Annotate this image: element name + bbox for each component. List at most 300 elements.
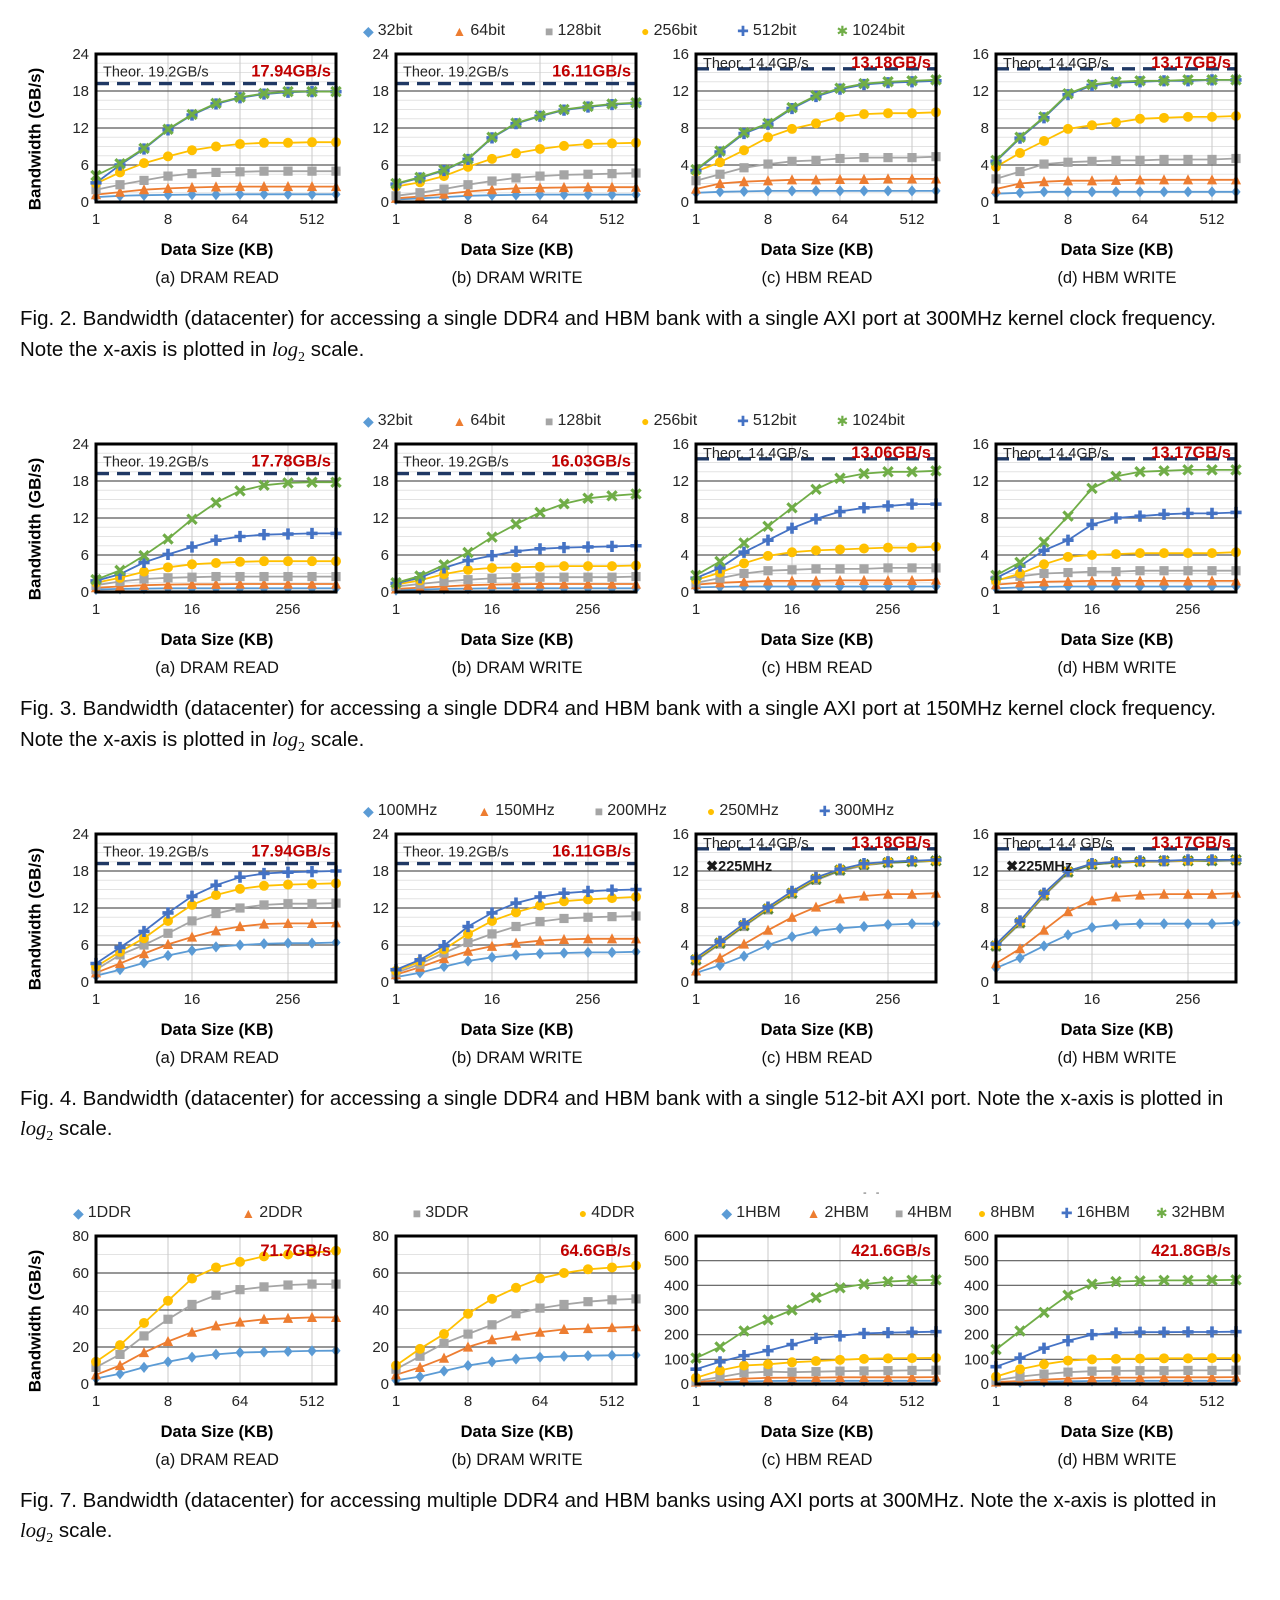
x-tick-label: 8 (163, 1392, 173, 1410)
caption-math-sub: 2 (298, 349, 306, 365)
y-tick-label: 12 (72, 509, 89, 527)
plots-row-fig3 (18, 436, 1280, 678)
legend-item-32HBM (1156, 1204, 1225, 1222)
y-tick-label: 6 (80, 936, 89, 954)
legend-label: 128bit (557, 411, 602, 429)
caption-tail: scale. (53, 1519, 113, 1543)
legend-item-1HBM (721, 1204, 780, 1222)
panel-subcaption: (a) DRAM READ (155, 1450, 279, 1469)
x-tick-label: 8 (163, 211, 173, 228)
panel-subcaption: (d) HBM WRITE (1057, 1450, 1177, 1469)
x-axis-label: Data Size (KB) (760, 630, 874, 649)
diamond-marker-icon: ◆ (363, 23, 374, 39)
x-tick-label: 16 (483, 990, 501, 1008)
chart-panel (952, 436, 1252, 678)
legend-item-256bit (641, 22, 697, 40)
legend-label: 2DDR (259, 1203, 303, 1221)
legend-label: 64bit (470, 22, 506, 39)
theor-label: Theor. 19.2GB/s (103, 454, 209, 471)
x-tick-label: 16 (1083, 600, 1101, 618)
peak-value-label: 13.06GB/s (851, 443, 931, 462)
x-tick-label: 512 (299, 211, 325, 228)
x-tick-label: 16 (783, 600, 801, 618)
legend-label: 4HBM (907, 1203, 952, 1221)
y-tick-label: 80 (372, 1227, 389, 1245)
x-tick-label: 64 (831, 1392, 849, 1410)
chart-canvas (652, 46, 952, 234)
chart-canvas (952, 1228, 1252, 1416)
y-tick-label: 16 (972, 825, 989, 843)
y-tick-label: 12 (72, 899, 89, 917)
circle-marker-icon: ● (977, 1204, 987, 1221)
series-markers-32HBM (691, 1275, 940, 1362)
y-tick-label: 6 (380, 157, 389, 174)
y-tick-label: 100 (663, 1350, 689, 1368)
x-tick-label: 512 (1199, 211, 1225, 228)
triangle-marker-icon: ▲ (452, 412, 467, 429)
x-tick-label: 1 (91, 1392, 101, 1410)
x-tick-label: 64 (1131, 211, 1149, 228)
x-tick-label: 64 (531, 211, 549, 228)
panel-subcaption: (a) DRAM READ (155, 1048, 279, 1067)
legend-item-128bit (545, 412, 601, 430)
legend-group (73, 1204, 635, 1222)
x-axis-label: Data Size (KB) (460, 630, 574, 649)
x-axis-label: Data Size (KB) (160, 241, 274, 259)
y-tick-label: 12 (672, 472, 689, 490)
circle-marker-icon: ● (706, 802, 716, 819)
panel-subcaption: (b) DRAM WRITE (451, 1048, 583, 1067)
y-tick-label: 100 (963, 1350, 989, 1368)
figure-caption-fig4 (20, 1084, 1255, 1148)
chart-canvas (352, 826, 652, 1014)
y-tick-label: 200 (963, 1326, 989, 1344)
theor-label: Theor. 14.4GB/s (703, 835, 809, 852)
x-tick-label: 1 (991, 990, 1001, 1008)
legend-item-512bit (737, 22, 796, 40)
x-axis-label: Data Size (KB) (460, 241, 574, 259)
peak-value-label: 16.03GB/s (551, 452, 631, 471)
chart-panel (952, 46, 1252, 288)
x-tick-label: 256 (575, 600, 601, 618)
legend-label: 1HBM (736, 1203, 781, 1221)
panels-fig2 (52, 46, 1252, 288)
x-axis-label: Data Size (KB) (1060, 1020, 1174, 1039)
peak-value-label: 13.17GB/s (1151, 54, 1231, 72)
caption-tail: scale. (53, 1117, 113, 1141)
legend-item-1DDR (73, 1204, 131, 1222)
y-tick-label: 0 (80, 583, 89, 601)
y-tick-label: 0 (80, 973, 89, 991)
chart-panel (652, 436, 952, 678)
y-tick-label: 0 (680, 1375, 689, 1393)
theor-label: Theor. 14.4GB/s (1003, 445, 1109, 462)
legend-group (363, 22, 905, 40)
y-axis-label: Bandwidth (GB/s) (25, 847, 45, 990)
legend-item-1024bit (837, 22, 905, 40)
x-tick-label: 256 (1175, 990, 1201, 1008)
y-tick-label: 4 (680, 936, 689, 954)
legend-item-2DDR (241, 1204, 302, 1222)
x-tick-label: 1 (991, 211, 1001, 228)
y-tick-label: 6 (80, 157, 89, 174)
series-line-32HBM (996, 1279, 1236, 1349)
y-tick-label: 40 (72, 1301, 89, 1319)
y-tick-label: 12 (372, 899, 389, 917)
x-tick-label: 8 (763, 211, 773, 228)
x-tick-label: 1 (91, 211, 101, 228)
y-tick-label: 300 (663, 1301, 689, 1319)
y-tick-label: 18 (372, 862, 389, 880)
x-tick-label: 1 (391, 211, 401, 228)
x-axis-label: Data Size (KB) (760, 1422, 874, 1441)
chart-canvas (52, 1228, 352, 1416)
frequency-annotation: ✖225MHz (706, 858, 773, 875)
y-tick-label: 0 (680, 194, 689, 211)
peak-value-label: 17.78GB/s (251, 452, 331, 471)
series-markers-16HBM (990, 1326, 1241, 1372)
x-axis-label: Data Size (KB) (460, 1020, 574, 1039)
triangle-marker-icon: ▲ (452, 23, 467, 39)
y-tick-label: 0 (680, 583, 689, 601)
y-tick-label: 0 (980, 583, 989, 601)
chart-panel (652, 46, 952, 288)
y-tick-label: 18 (372, 472, 389, 490)
x-tick-label: 64 (531, 1392, 549, 1410)
panel-subcaption: (b) DRAM WRITE (451, 1450, 583, 1469)
x-tick-label: 256 (275, 600, 301, 618)
x-tick-label: 16 (183, 600, 201, 618)
theor-label: Theor. 14.4GB/s (1003, 56, 1109, 72)
y-axis-label-column (18, 826, 52, 1012)
y-axis-label: Bandwidth (GB/s) (25, 1249, 45, 1392)
legend-label: 3DDR (425, 1203, 469, 1221)
legend-label: 8HBM (990, 1203, 1035, 1221)
circle-marker-icon: ● (641, 23, 650, 39)
x-axis-label: Data Size (KB) (160, 630, 274, 649)
chart-canvas (352, 1228, 652, 1416)
caption-text: Fig. 3. Bandwidth (datacenter) for accessing a single DDR4 and HBM bank with a single AXI port at 150MHz kernel clock frequency. Note the x-axis is plotted in (20, 696, 1217, 751)
y-tick-label: 500 (963, 1252, 989, 1270)
diamond-marker-icon: ◆ (73, 1204, 84, 1221)
theor-label: Theor. 19.2GB/s (103, 844, 209, 861)
caption-math: log (271, 338, 299, 361)
chart-canvas (52, 46, 352, 234)
square-marker-icon: ■ (545, 23, 554, 39)
y-tick-label: 16 (972, 46, 989, 63)
square-marker-icon: ■ (412, 1204, 422, 1221)
y-tick-label: 0 (80, 194, 89, 211)
theor-label: Theor. 19.2GB/s (403, 454, 509, 471)
x-tick-label: 1 (391, 990, 401, 1008)
y-tick-label: 18 (72, 862, 89, 880)
frequency-annotation: ✖225MHz (1006, 858, 1073, 875)
x-tick-label: 1 (691, 211, 701, 228)
y-tick-label: 0 (380, 583, 389, 601)
y-tick-label: 18 (72, 83, 89, 100)
triangle-marker-icon: ▲ (806, 1204, 821, 1221)
y-tick-label: 0 (680, 973, 689, 991)
square-marker-icon: ■ (594, 802, 604, 819)
y-tick-label: 0 (380, 194, 389, 211)
y-tick-label: 200 (663, 1326, 689, 1344)
chart-canvas (952, 826, 1252, 1014)
panel-subcaption: (a) DRAM READ (155, 658, 279, 677)
y-tick-label: 0 (80, 1375, 89, 1393)
legend-item-8HBM (978, 1204, 1035, 1222)
panel-subcaption: (d) HBM WRITE (1057, 658, 1177, 677)
y-tick-label: 16 (972, 435, 989, 453)
legend-label: 256bit (653, 411, 698, 429)
chart-canvas (52, 826, 352, 1014)
x-tick-label: 1 (691, 990, 701, 1008)
caption-math: log (20, 1118, 47, 1141)
caption-text: Fig. 4. Bandwidth (datacenter) for accessing a single DDR4 and HBM bank with a single 512-bit AXI port. Note the x-axis is plotted in (20, 1086, 1224, 1110)
y-tick-label: 12 (972, 83, 989, 100)
figure-2 (18, 18, 1280, 368)
theor-label: Theor. 19.2GB/s (103, 64, 209, 81)
y-tick-label: 12 (972, 472, 989, 490)
y-tick-label: 12 (972, 862, 989, 880)
panels-fig7 (52, 1228, 1252, 1470)
chart-panel (52, 826, 352, 1068)
panel-subcaption: (c) HBM READ (761, 658, 873, 677)
caption-math-sub: 2 (46, 1531, 54, 1547)
legend-label: 16HBM (1076, 1203, 1130, 1221)
legend-label: 512bit (752, 411, 797, 429)
chart-canvas (652, 826, 952, 1014)
y-tick-label: 8 (680, 509, 689, 527)
legend-label: 32bit (377, 22, 413, 39)
theor-label: Theor. 14.4GB/s (703, 56, 809, 72)
y-tick-label: 8 (680, 899, 689, 917)
x-tick-label: 256 (875, 600, 901, 618)
y-tick-label: 400 (663, 1276, 689, 1294)
x-tick-label: 256 (1175, 600, 1201, 618)
xmark-marker-icon: ✱ (836, 412, 849, 429)
legend-fig7 (18, 1200, 1280, 1226)
chart-panel (352, 826, 652, 1068)
x-tick-label: 16 (783, 990, 801, 1008)
peak-value-label: 421.8GB/s (1151, 1241, 1231, 1260)
x-axis-label: Data Size (KB) (1060, 1422, 1174, 1441)
y-tick-label: 16 (672, 46, 689, 63)
y-tick-label: 20 (372, 1338, 389, 1356)
legend-item-32bit (363, 412, 412, 430)
legend-label: 100MHz (377, 801, 438, 819)
legend-item-100MHz (363, 802, 437, 820)
chart-canvas (352, 436, 652, 624)
y-axis-label: Bandwidth (GB/s) (25, 67, 45, 211)
square-marker-icon: ■ (894, 1204, 904, 1221)
figure-caption-fig7 (20, 1486, 1255, 1550)
y-tick-label: 0 (980, 194, 989, 211)
x-tick-label: 256 (575, 990, 601, 1008)
legend-label: 250MHz (719, 801, 779, 819)
panel-subcaption: (c) HBM READ (761, 1048, 873, 1067)
x-axis-label: Data Size (KB) (1060, 241, 1174, 259)
stray-marks: - - (863, 1186, 883, 1199)
legend-item-4HBM (895, 1204, 952, 1222)
chart-canvas (652, 436, 952, 624)
x-axis-label: Data Size (KB) (460, 1422, 574, 1441)
y-tick-label: 24 (72, 435, 89, 453)
legend-item-512bit (737, 412, 796, 430)
chart-canvas (652, 1228, 952, 1416)
chart-panel (52, 436, 352, 678)
caption-math: log (271, 728, 299, 751)
peak-value-label: 13.17GB/s (1151, 833, 1231, 852)
x-tick-label: 1 (391, 1392, 401, 1410)
legend-label: 64bit (470, 411, 506, 429)
panels-fig4 (52, 826, 1252, 1068)
triangle-marker-icon: ▲ (241, 1204, 256, 1221)
legend-label: 256bit (653, 22, 698, 39)
x-tick-label: 512 (899, 1392, 925, 1410)
y-tick-label: 12 (672, 83, 689, 100)
caption-math-sub: 2 (46, 1129, 54, 1145)
legend-label: 128bit (557, 22, 602, 39)
y-axis-label-column (18, 436, 52, 622)
peak-value-label: 17.94GB/s (251, 842, 331, 861)
square-marker-icon: ■ (545, 412, 554, 429)
peak-value-label: 71.7GB/s (260, 1241, 331, 1260)
figure-3 (18, 408, 1280, 758)
legend-item-2HBM (807, 1204, 869, 1222)
y-tick-label: 24 (72, 825, 89, 843)
panel-subcaption: (d) HBM WRITE (1057, 1048, 1177, 1067)
circle-marker-icon: ● (578, 1204, 588, 1221)
y-tick-label: 60 (372, 1264, 389, 1282)
chart-canvas (952, 46, 1252, 234)
y-tick-label: 16 (672, 435, 689, 453)
x-tick-label: 16 (483, 600, 501, 618)
y-tick-label: 6 (380, 936, 389, 954)
panel-subcaption: (b) DRAM WRITE (451, 658, 583, 677)
series-line-32HBM (696, 1279, 936, 1357)
y-tick-label: 16 (672, 825, 689, 843)
x-tick-label: 1 (691, 600, 701, 618)
legend-item-3DDR (413, 1204, 469, 1222)
x-axis-label: Data Size (KB) (760, 241, 874, 259)
y-tick-label: 6 (80, 546, 89, 564)
theor-label: Theor. 19.2GB/s (403, 64, 509, 81)
caption-math: log (20, 1520, 47, 1543)
x-tick-label: 1 (991, 600, 1001, 618)
legend-fig3 (18, 408, 1280, 434)
x-tick-label: 8 (1063, 1392, 1073, 1410)
xmark-marker-icon: ✱ (1155, 1204, 1168, 1221)
peak-value-label: 17.94GB/s (251, 62, 331, 81)
y-axis-label: Bandwidth (GB/s) (25, 457, 45, 601)
plots-row-fig4 (18, 826, 1280, 1068)
xmark-marker-icon: ✱ (836, 23, 849, 39)
x-tick-label: 256 (875, 990, 901, 1008)
caption-text: Fig. 2. Bandwidth (datacenter) for accessing a single DDR4 and HBM bank with a single AXI port at 300MHz kernel clock frequency. Note the x-axis is plotted in (20, 307, 1217, 361)
x-tick-label: 512 (899, 211, 925, 228)
triangle-marker-icon: ▲ (477, 802, 492, 819)
y-tick-label: 500 (663, 1252, 689, 1270)
x-tick-label: 1 (91, 600, 101, 618)
chart-canvas (352, 46, 652, 234)
x-tick-label: 64 (231, 211, 249, 228)
x-tick-label: 8 (1063, 211, 1073, 228)
plus-marker-icon: ✚ (737, 23, 749, 39)
series-markers-2DDR (91, 1311, 341, 1379)
legend-label: 1024bit (852, 411, 905, 429)
legend-label: 32HBM (1171, 1203, 1225, 1221)
y-tick-label: 12 (672, 862, 689, 880)
x-axis-label: Data Size (KB) (1060, 630, 1174, 649)
y-tick-label: 24 (372, 46, 389, 63)
y-tick-label: 0 (380, 1375, 389, 1393)
legend-item-16HBM (1061, 1204, 1130, 1222)
y-tick-label: 300 (963, 1301, 989, 1319)
y-tick-label: 0 (380, 973, 389, 991)
y-tick-label: 18 (372, 83, 389, 100)
plots-row-fig7 (18, 1228, 1280, 1470)
panel-subcaption: (a) DRAM READ (155, 269, 279, 287)
y-tick-label: 400 (963, 1276, 989, 1294)
peak-value-label: 13.18GB/s (851, 54, 931, 72)
legend-item-250MHz (707, 802, 779, 820)
legend-label: 4DDR (591, 1203, 635, 1221)
x-tick-label: 64 (831, 211, 849, 228)
y-tick-label: 4 (980, 546, 989, 564)
legend-item-256bit (641, 412, 697, 430)
y-tick-label: 8 (980, 509, 989, 527)
series-markers-200MHz (91, 898, 340, 974)
y-tick-label: 8 (680, 120, 689, 137)
legend-label: 150MHz (495, 801, 555, 819)
diamond-marker-icon: ◆ (363, 412, 374, 429)
x-tick-label: 1 (991, 1392, 1001, 1410)
figure-caption-fig3 (20, 694, 1255, 758)
theor-label: Theor. 14.4GB/s (703, 445, 809, 462)
y-tick-label: 0 (980, 973, 989, 991)
chart-panel (652, 1228, 952, 1470)
y-tick-label: 8 (980, 120, 989, 137)
x-tick-label: 8 (763, 1392, 773, 1410)
y-tick-label: 20 (72, 1338, 89, 1356)
figure-caption-fig2 (20, 304, 1255, 368)
x-tick-label: 64 (1131, 1392, 1149, 1410)
x-tick-label: 1 (691, 1392, 701, 1410)
series-markers-256bit (91, 137, 341, 188)
peak-value-label: 16.11GB/s (552, 842, 631, 861)
x-axis-label: Data Size (KB) (160, 1422, 274, 1441)
diamond-marker-icon: ◆ (721, 1204, 733, 1221)
legend-label: 300MHz (834, 801, 895, 819)
chart-panel (952, 1228, 1252, 1470)
legend-group (363, 802, 894, 820)
y-tick-label: 4 (980, 157, 989, 174)
legend-item-1024bit (837, 412, 905, 430)
y-tick-label: 600 (663, 1227, 689, 1245)
legend-item-64bit (452, 412, 505, 430)
x-tick-label: 512 (599, 1392, 625, 1410)
x-tick-label: 64 (231, 1392, 249, 1410)
y-axis-label-column (18, 1228, 52, 1414)
legend-fig4 (18, 798, 1280, 824)
legend-item-4DDR (579, 1204, 635, 1222)
y-tick-label: 18 (72, 472, 89, 490)
y-tick-label: 4 (680, 157, 689, 174)
legend-label: 2HBM (824, 1203, 869, 1221)
y-tick-label: 24 (372, 435, 389, 453)
y-tick-label: 4 (980, 936, 989, 954)
series-markers-1024bit (91, 477, 340, 584)
